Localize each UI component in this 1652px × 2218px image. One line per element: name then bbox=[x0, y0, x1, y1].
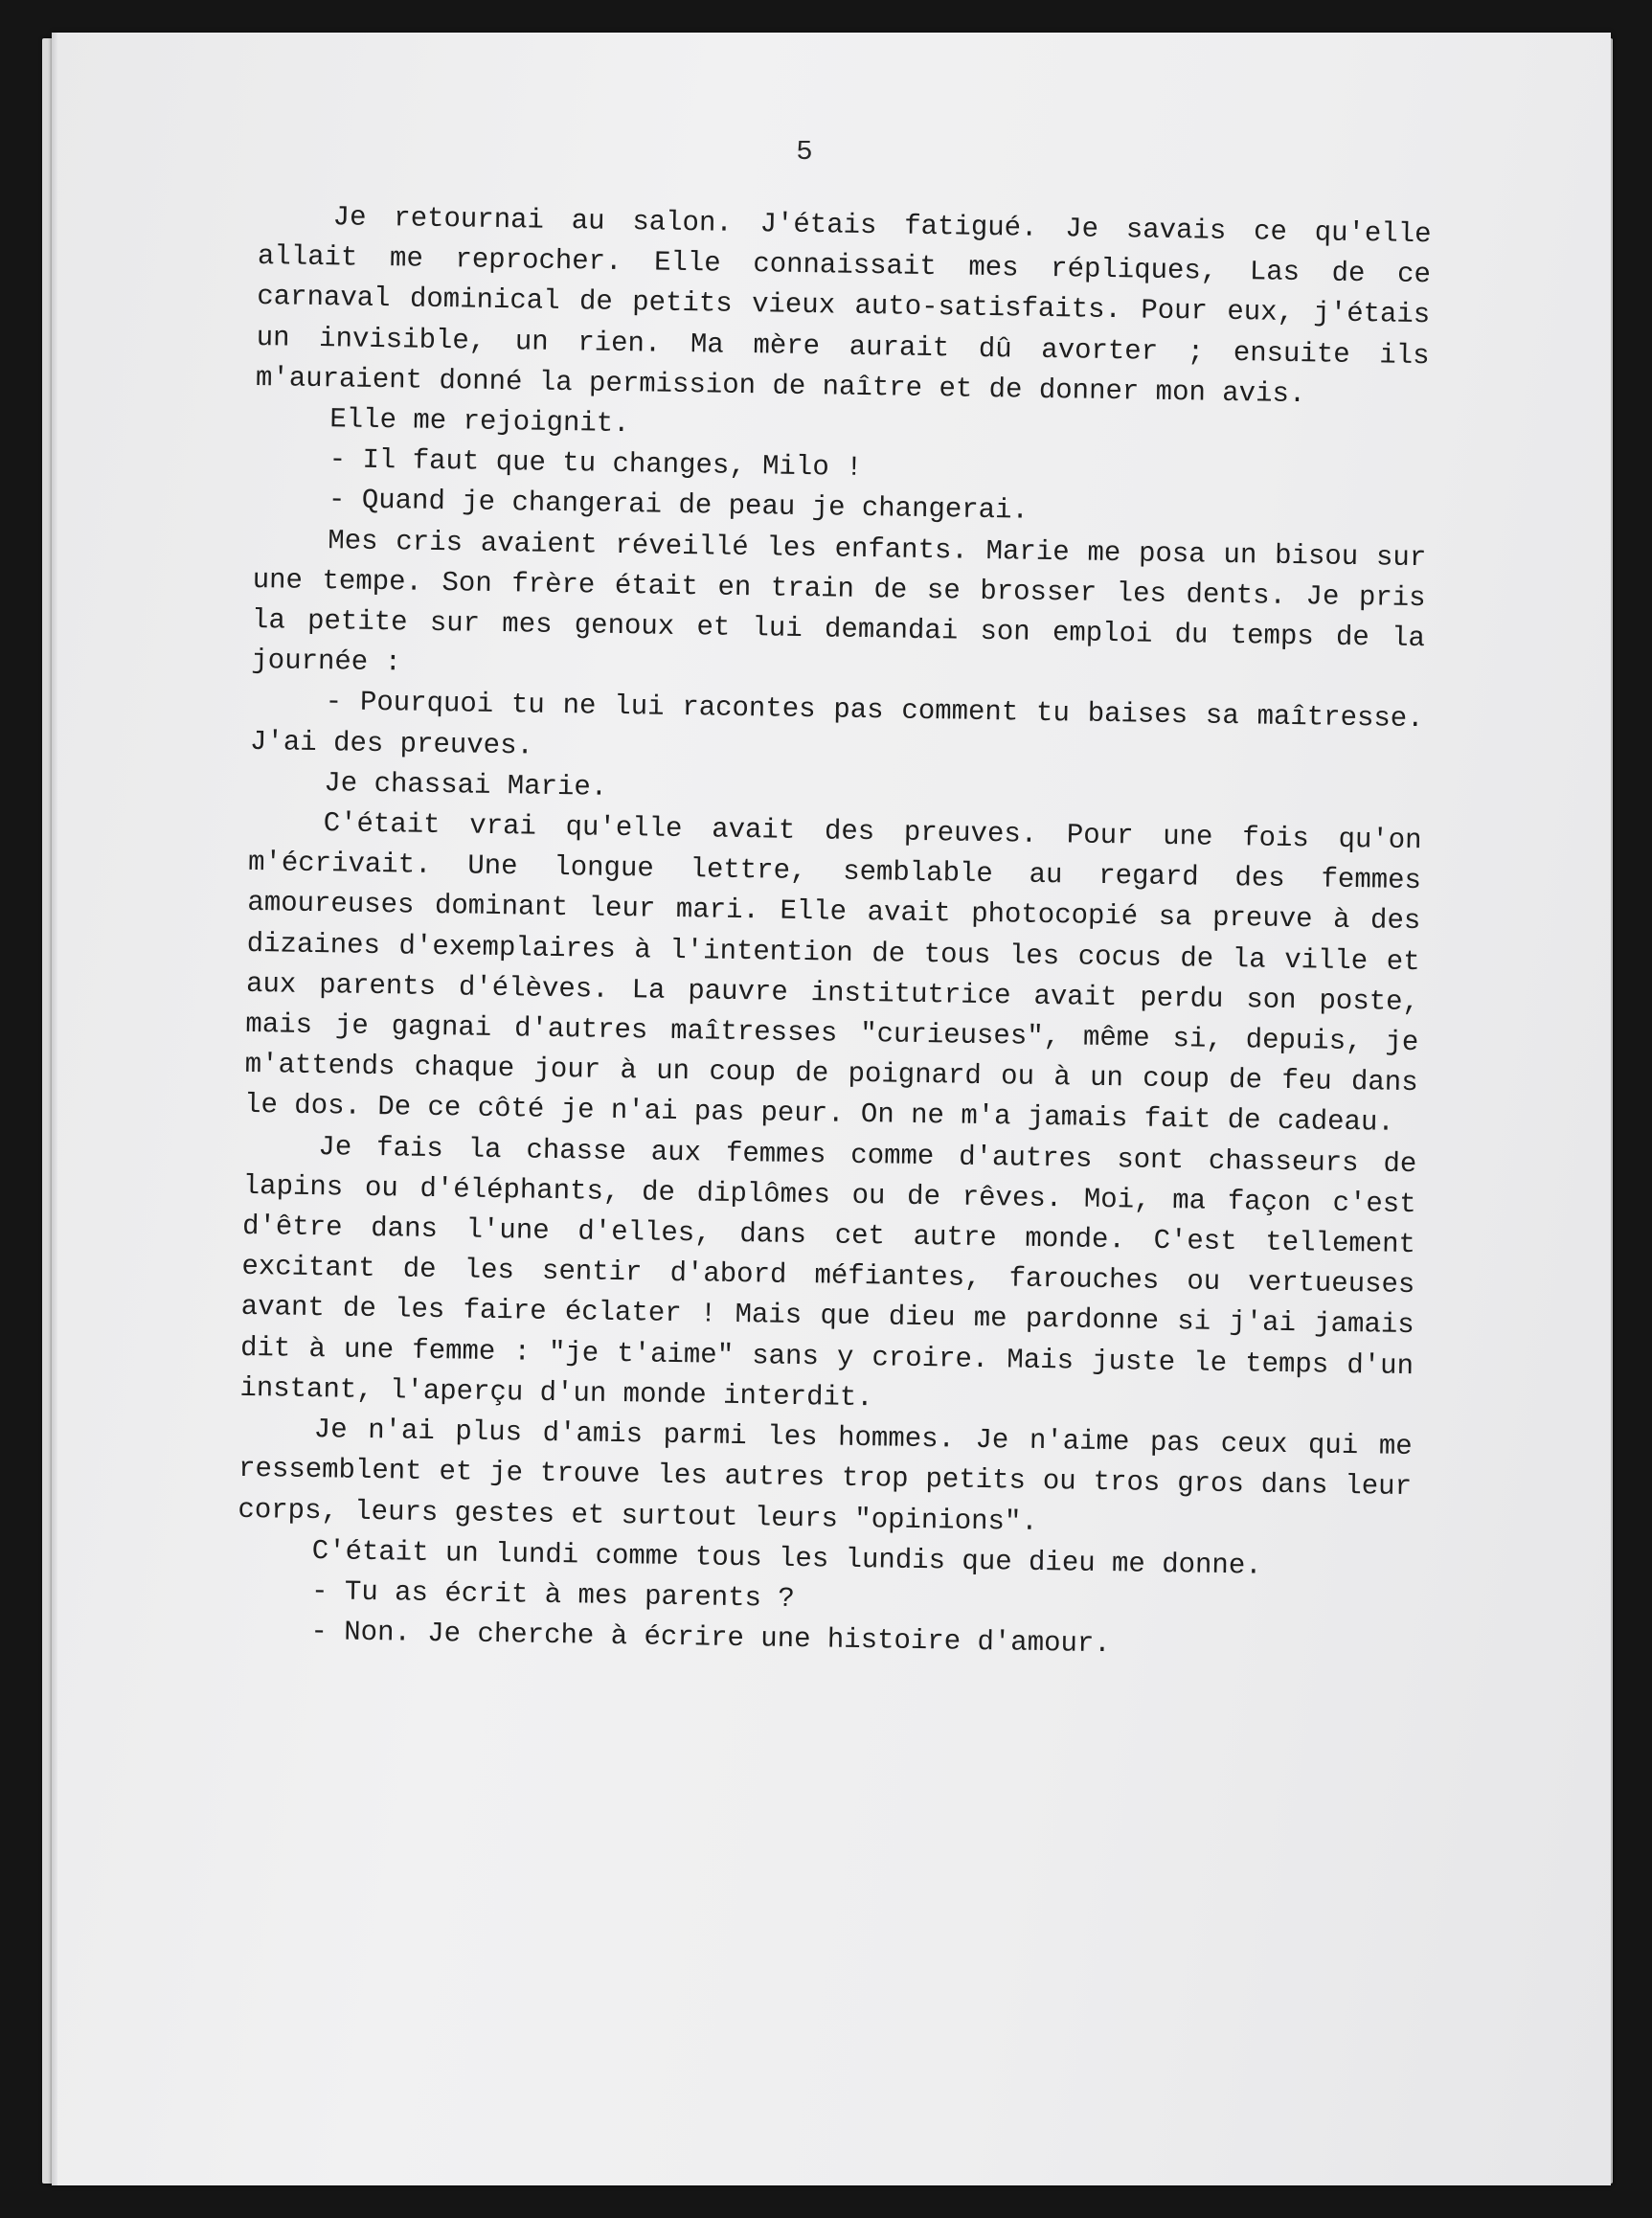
dialogue-line-1: - Il faut que tu changes, Milo ! bbox=[328, 443, 863, 485]
paragraph-2: Elle me rejoignit. bbox=[329, 403, 630, 441]
sheet-edge bbox=[52, 33, 57, 2185]
paragraph-3: Mes cris avaient réveillé les enfants. Marie me posa un bisou sur une tempe. Son frère était en train de se brosser les dents. Je pris la petite sur mes genoux et lui demandai son emploi du temps de la journée : bbox=[251, 524, 1427, 679]
paragraph-8: C'était un lundi comme tous les lundis que dieu me donne. bbox=[311, 1534, 1262, 1582]
paragraph-7: Je n'ai plus d'amis parmi les hommes. Je n'aime pas ceux qui me ressemblent et je trouve les autres trop petits ou tros gros dans leur corps, leurs gestes et surtout leurs "opinions". bbox=[238, 1414, 1413, 1538]
paragraph-6: Je fais la chasse aux femmes comme d'autres sont chasseurs de lapins ou d'éléphants, de diplômes ou de rêves. Moi, ma façon c'est d'être dans l'une d'elles, dans cet autre monde. C'est tellement excitant de les sentir d'abord méfiantes, farouches ou vertueuses avant de les faire éclater ! Mais que dieu me pardonne si j'ai jamais dit à une femme : "je t'aime" sans y croire. Mais juste le temps d'un instant, l'aperçu d'un monde interdit. bbox=[239, 1130, 1417, 1415]
paragraph-4: Je chassai Marie. bbox=[324, 766, 608, 803]
dialogue-line-3: - Pourquoi tu ne lui racontes pas comment tu baises sa maîtresse. J'ai des preuves. bbox=[249, 686, 1424, 762]
paragraph-1: Je retournai au salon. J'étais fatigué. Je savais ce qu'elle allait me reprocher. Elle connaissait mes répliques, Las de ce carnaval dominical de petits vieux auto-satisfaits. Pour eux, j'étais un invisible, un rien. Ma mère aurait dû avorter ; ensuite ils m'auraient donné la permission de naître et de donner mon avis. bbox=[255, 201, 1432, 411]
paragraph-5: C'était vrai qu'elle avait des preuves. Pour une fois qu'on m'écrivait. Une longue lettre, semblable au regard des femmes amoureuses dominant leur mari. Elle avait photocopié sa preuve à des dizaines d'exemplaires à l'intention de tous les cocus de la ville et aux parents d'élèves. La pauvre institutrice avait perdu son poste, mais je gagnai d'autres maîtresses "curieuses", même si, depuis, je m'attends chaque jour à un coup de poignard ou à un coup de feu dans le dos. De ce côté je n'ai pas peur. On ne m'a jamais fait de cadeau. bbox=[243, 807, 1422, 1140]
dialogue-line-5: - Non. Je cherche à écrire une histoire d'amour. bbox=[310, 1616, 1111, 1661]
dialogue-line-2: - Quand je changerai de peau je changerai. bbox=[328, 484, 1030, 528]
body-text bbox=[236, 196, 1432, 1669]
dialogue-line-4: - Tu as écrit à mes parents ? bbox=[310, 1574, 796, 1615]
page-number: 5 bbox=[796, 136, 813, 168]
